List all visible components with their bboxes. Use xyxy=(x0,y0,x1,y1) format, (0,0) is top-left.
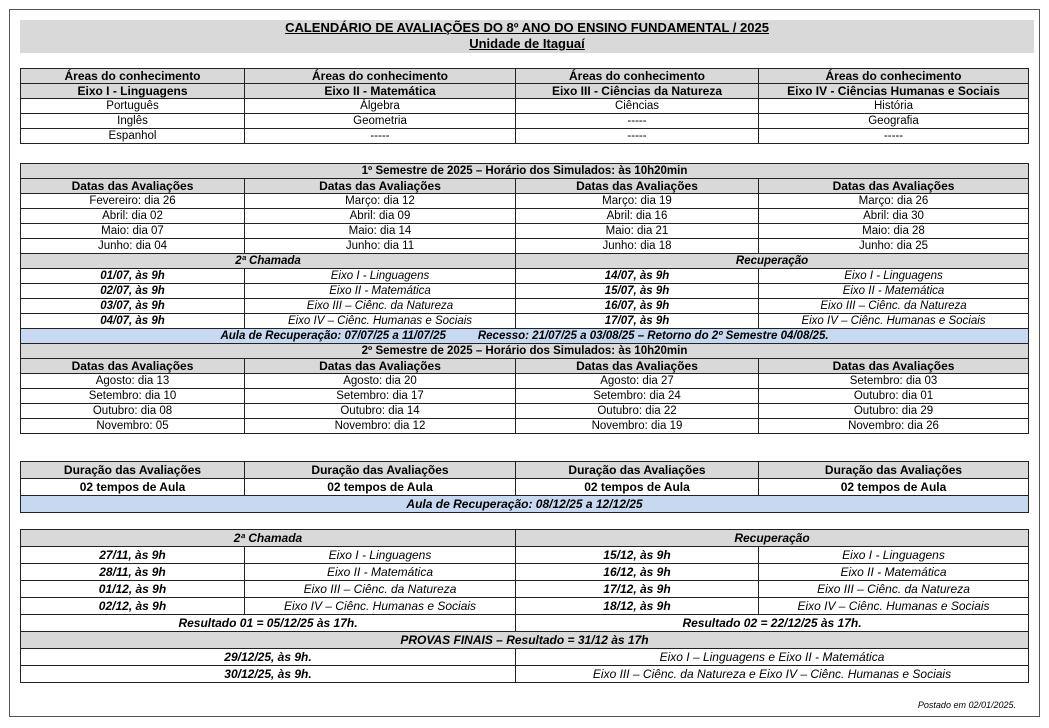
table-row xyxy=(21,666,1029,683)
table-cell: Eixo III – Ciênc. da Natureza xyxy=(759,581,1029,598)
table-cell: Novembro: dia 26 xyxy=(759,419,1029,434)
table-cell: Março: dia 19 xyxy=(516,194,759,209)
chamada-label: 2ª Chamada xyxy=(21,530,516,547)
table-cell: ----- xyxy=(516,129,759,144)
table-row xyxy=(21,374,1029,389)
duration-recovery-row xyxy=(21,496,1029,513)
table-cell: Eixo III – Ciênc. da Natureza xyxy=(759,299,1029,314)
table-cell: 02 tempos de Aula xyxy=(516,479,759,496)
table-cell: Duração das Avaliações xyxy=(516,462,759,479)
table-cell: Português xyxy=(21,99,245,114)
table-cell: Datas das Avaliações xyxy=(516,179,759,194)
table-cell: Outubro: dia 22 xyxy=(516,404,759,419)
table-cell: 30/12/25, às 9h. xyxy=(21,666,516,683)
recuperacao-label: Recuperação xyxy=(516,254,1029,269)
semester-table xyxy=(20,163,1029,434)
table-cell: Novembro: 05 xyxy=(21,419,245,434)
table-cell: Maio: dia 14 xyxy=(245,224,516,239)
sem1-header-row xyxy=(21,179,1029,194)
table-row xyxy=(21,129,1029,144)
resultado-row xyxy=(21,615,1029,632)
table-row xyxy=(21,194,1029,209)
table-row xyxy=(21,564,1029,581)
table-cell: Ciências xyxy=(516,99,759,114)
table-cell: Áreas do conhecimento xyxy=(759,69,1029,84)
table-cell: Setembro: dia 17 xyxy=(245,389,516,404)
table-cell: 15/07, às 9h xyxy=(516,284,759,299)
sem1-title-row xyxy=(21,164,1029,179)
table-cell: Eixo II - Matemática xyxy=(759,564,1029,581)
table-cell: Eixo II - Matemática xyxy=(245,564,516,581)
resultado-2: Resultado 02 = 22/12/25 às 17h. xyxy=(516,615,1029,632)
eixos-row xyxy=(21,84,1029,99)
table-row xyxy=(21,598,1029,615)
recovery-note: Aula de Recuperação: 07/07/25 a 11/07/25 Recesso: 21/07/25 a 03/08/25 – Retorno do 2º Semestre 04/08/25. xyxy=(21,329,1029,344)
table-cell: Áreas do conhecimento xyxy=(21,69,245,84)
table-row xyxy=(21,547,1029,564)
areas-header-row xyxy=(21,69,1029,84)
table-cell: Eixo I - Linguagens xyxy=(245,269,516,284)
table-row xyxy=(21,224,1029,239)
table-cell: 29/12/25, às 9h. xyxy=(21,649,516,666)
table-cell: Datas das Avaliações xyxy=(759,179,1029,194)
table-cell: Eixo I - Linguagens xyxy=(759,547,1029,564)
table-cell: Setembro: dia 03 xyxy=(759,374,1029,389)
table-row xyxy=(21,314,1029,329)
table-cell: Maio: dia 28 xyxy=(759,224,1029,239)
table-cell: 03/07, às 9h xyxy=(21,299,245,314)
table-cell: Novembro: dia 19 xyxy=(516,419,759,434)
table-cell: Junho: dia 04 xyxy=(21,239,245,254)
table-cell: 18/12, às 9h xyxy=(516,598,759,615)
table-row xyxy=(21,209,1029,224)
sem2-header-row xyxy=(21,359,1029,374)
table-cell: Abril: dia 16 xyxy=(516,209,759,224)
table-cell: Maio: dia 07 xyxy=(21,224,245,239)
table-cell: Espanhol xyxy=(21,129,245,144)
table-row xyxy=(21,404,1029,419)
chamada-label: 2ª Chamada xyxy=(21,254,516,269)
table-cell: História xyxy=(759,99,1029,114)
table-cell: Eixo IV – Ciênc. Humanas e Sociais xyxy=(759,314,1029,329)
table-cell: Geometria xyxy=(245,114,516,129)
duration-value-row xyxy=(21,479,1029,496)
table-cell: Inglês xyxy=(21,114,245,129)
table-cell: Novembro: dia 12 xyxy=(245,419,516,434)
title-line-2: Unidade de Itaguaí xyxy=(469,36,585,51)
table-cell: Abril: dia 09 xyxy=(245,209,516,224)
table-row xyxy=(21,99,1029,114)
provas-finais-title: PROVAS FINAIS – Resultado = 31/12 às 17h xyxy=(21,632,1029,649)
areas-table xyxy=(20,68,1029,144)
recuperacao-label: Recuperação xyxy=(516,530,1029,547)
table-cell: Outubro: dia 14 xyxy=(245,404,516,419)
table-cell: 28/11, às 9h xyxy=(21,564,245,581)
table-cell: Abril: dia 02 xyxy=(21,209,245,224)
table-row xyxy=(21,299,1029,314)
table-cell: 02 tempos de Aula xyxy=(245,479,516,496)
table-cell: Março: dia 26 xyxy=(759,194,1029,209)
provas-finais-row xyxy=(21,632,1029,649)
table-cell: Eixo IV - Ciências Humanas e Sociais xyxy=(759,84,1029,99)
table-cell: Eixo I - Linguagens xyxy=(21,84,245,99)
table-cell: Eixo I - Linguagens xyxy=(759,269,1029,284)
table-cell: Agosto: dia 20 xyxy=(245,374,516,389)
table-cell: Eixo II - Matemática xyxy=(245,84,516,99)
table-cell: Eixo IV – Ciênc. Humanas e Sociais xyxy=(245,598,516,615)
table-cell: Eixo IV – Ciênc. Humanas e Sociais xyxy=(759,598,1029,615)
table-cell: 16/12, às 9h xyxy=(516,564,759,581)
table-cell: Setembro: dia 24 xyxy=(516,389,759,404)
table-cell: Eixo I - Linguagens xyxy=(245,547,516,564)
sem1-recovery-row xyxy=(21,329,1029,344)
table-cell: Geografia xyxy=(759,114,1029,129)
table-cell: 17/12, às 9h xyxy=(516,581,759,598)
final-header-row xyxy=(21,530,1029,547)
table-cell: 02/12, às 9h xyxy=(21,598,245,615)
sem2-title: 2º Semestre de 2025 – Horário dos Simulados: às 10h20min xyxy=(21,344,1029,359)
final-table xyxy=(20,529,1029,683)
table-cell: Fevereiro: dia 26 xyxy=(21,194,245,209)
title-line-1: CALENDÁRIO DE AVALIAÇÕES DO 8º ANO DO ENSINO FUNDAMENTAL / 2025 xyxy=(285,20,769,35)
table-cell: Datas das Avaliações xyxy=(21,359,245,374)
table-cell: Junho: dia 25 xyxy=(759,239,1029,254)
table-cell: Datas das Avaliações xyxy=(516,359,759,374)
table-cell: Eixo III – Ciênc. da Natureza xyxy=(245,581,516,598)
table-row xyxy=(21,239,1029,254)
table-cell: Áreas do conhecimento xyxy=(516,69,759,84)
table-cell: Áreas do conhecimento xyxy=(245,69,516,84)
table-cell: Agosto: dia 27 xyxy=(516,374,759,389)
posted-date: Postado em 02/01/2025. xyxy=(917,700,1016,710)
recovery-note: Aula de Recuperação: 08/12/25 a 12/12/25 xyxy=(21,496,1029,513)
table-cell: Eixo II - Matemática xyxy=(245,284,516,299)
table-cell: Datas das Avaliações xyxy=(759,359,1029,374)
table-row xyxy=(21,581,1029,598)
table-row xyxy=(21,269,1029,284)
table-cell: Outubro: dia 01 xyxy=(759,389,1029,404)
table-cell: Março: dia 12 xyxy=(245,194,516,209)
table-cell: Datas das Avaliações xyxy=(245,359,516,374)
table-cell: Duração das Avaliações xyxy=(759,462,1029,479)
table-cell: Maio: dia 21 xyxy=(516,224,759,239)
duration-header-row xyxy=(21,462,1029,479)
table-row xyxy=(21,389,1029,404)
table-cell: Junho: dia 11 xyxy=(245,239,516,254)
table-row xyxy=(21,649,1029,666)
table-cell: 01/07, às 9h xyxy=(21,269,245,284)
table-cell: 02/07, às 9h xyxy=(21,284,245,299)
table-cell: 01/12, às 9h xyxy=(21,581,245,598)
table-cell: Álgebra xyxy=(245,99,516,114)
table-cell: Eixo II - Matemática xyxy=(759,284,1029,299)
table-cell: Datas das Avaliações xyxy=(245,179,516,194)
sem2-title-row xyxy=(21,344,1029,359)
table-cell: 16/07, às 9h xyxy=(516,299,759,314)
table-cell: 02 tempos de Aula xyxy=(21,479,245,496)
table-cell: ----- xyxy=(245,129,516,144)
table-cell: Eixo III – Ciênc. da Natureza xyxy=(245,299,516,314)
table-cell: 15/12, às 9h xyxy=(516,547,759,564)
resultado-1: Resultado 01 = 05/12/25 às 17h. xyxy=(21,615,516,632)
table-cell: Eixo III – Ciênc. da Natureza e Eixo IV – Ciênc. Humanas e Sociais xyxy=(516,666,1029,683)
table-cell: 02 tempos de Aula xyxy=(759,479,1029,496)
sem1-title: 1º Semestre de 2025 – Horário dos Simulados: às 10h20min xyxy=(21,164,1029,179)
table-row xyxy=(21,114,1029,129)
table-cell: ----- xyxy=(516,114,759,129)
table-cell: Eixo I – Linguagens e Eixo II - Matemática xyxy=(516,649,1029,666)
table-cell: Duração das Avaliações xyxy=(245,462,516,479)
table-cell: Eixo IV – Ciênc. Humanas e Sociais xyxy=(245,314,516,329)
table-cell: Setembro: dia 10 xyxy=(21,389,245,404)
table-cell: Abril: dia 30 xyxy=(759,209,1029,224)
table-cell: ----- xyxy=(759,129,1029,144)
document-title xyxy=(20,20,1034,53)
table-cell: Junho: dia 18 xyxy=(516,239,759,254)
table-cell: 27/11, às 9h xyxy=(21,547,245,564)
table-cell: Outubro: dia 08 xyxy=(21,404,245,419)
table-cell: 04/07, às 9h xyxy=(21,314,245,329)
table-row xyxy=(21,284,1029,299)
table-cell: Duração das Avaliações xyxy=(21,462,245,479)
table-row xyxy=(21,419,1029,434)
table-cell: Agosto: dia 13 xyxy=(21,374,245,389)
table-cell: Eixo III - Ciências da Natureza xyxy=(516,84,759,99)
table-cell: Datas das Avaliações xyxy=(21,179,245,194)
sem1-chamada-header-row xyxy=(21,254,1029,269)
table-cell: 17/07, às 9h xyxy=(516,314,759,329)
duration-table xyxy=(20,461,1029,513)
table-cell: 14/07, às 9h xyxy=(516,269,759,284)
table-cell: Outubro: dia 29 xyxy=(759,404,1029,419)
